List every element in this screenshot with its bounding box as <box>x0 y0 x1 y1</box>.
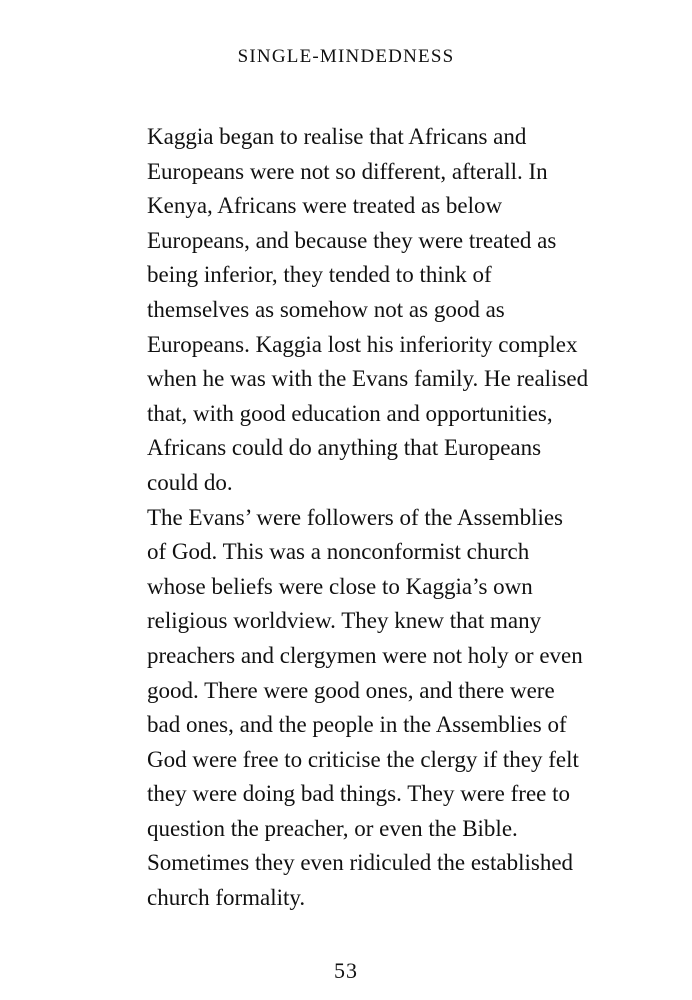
text-line: good. There were good ones, and there were <box>147 677 555 703</box>
text-line: Kenya, Africans were treated as below <box>147 193 503 219</box>
text-line: question the preacher, or even the Bible. <box>147 815 518 841</box>
text-line: Europeans, and because they were treated as <box>147 227 557 253</box>
text-line: preachers and clergymen were not holy or even <box>147 642 583 668</box>
paragraph-1 <box>103 120 603 501</box>
text-line: church formality. <box>147 885 306 911</box>
text-line: themselves as somehow not as good as <box>147 296 505 322</box>
text-line: The Evans’ were followers of the Assemblies <box>147 504 564 530</box>
running-head: SINGLE-MINDEDNESS <box>237 46 455 67</box>
paragraph-2 <box>103 501 603 916</box>
text-line: could do. <box>147 469 233 495</box>
page-number: 53 <box>334 958 358 983</box>
text-line: God were free to criticise the clergy if they felt <box>147 746 579 772</box>
text-line: that, with good education and opportunities, <box>147 400 553 426</box>
text-line: Europeans. Kaggia lost his inferiority complex <box>147 331 578 357</box>
text-line: they were doing bad things. They were free to <box>147 781 571 807</box>
text-line: being inferior, they tended to think of <box>147 262 492 288</box>
text-line: whose beliefs were close to Kaggia’s own <box>147 573 533 599</box>
text-line: religious worldview. They knew that many <box>147 608 542 634</box>
text-line: Africans could do anything that Europeans <box>147 435 542 461</box>
text-line: bad ones, and the people in the Assemblies of <box>147 712 567 738</box>
text-line: when he was with the Evans family. He realised <box>147 366 589 392</box>
body-text <box>103 120 603 916</box>
text-line: Kaggia began to realise that Africans and <box>147 124 527 149</box>
text-line: Sometimes they even ridiculed the established <box>147 850 574 876</box>
text-line: Europeans were not so different, afterall. In <box>147 158 548 184</box>
text-line: of God. This was a nonconformist church <box>147 539 530 565</box>
